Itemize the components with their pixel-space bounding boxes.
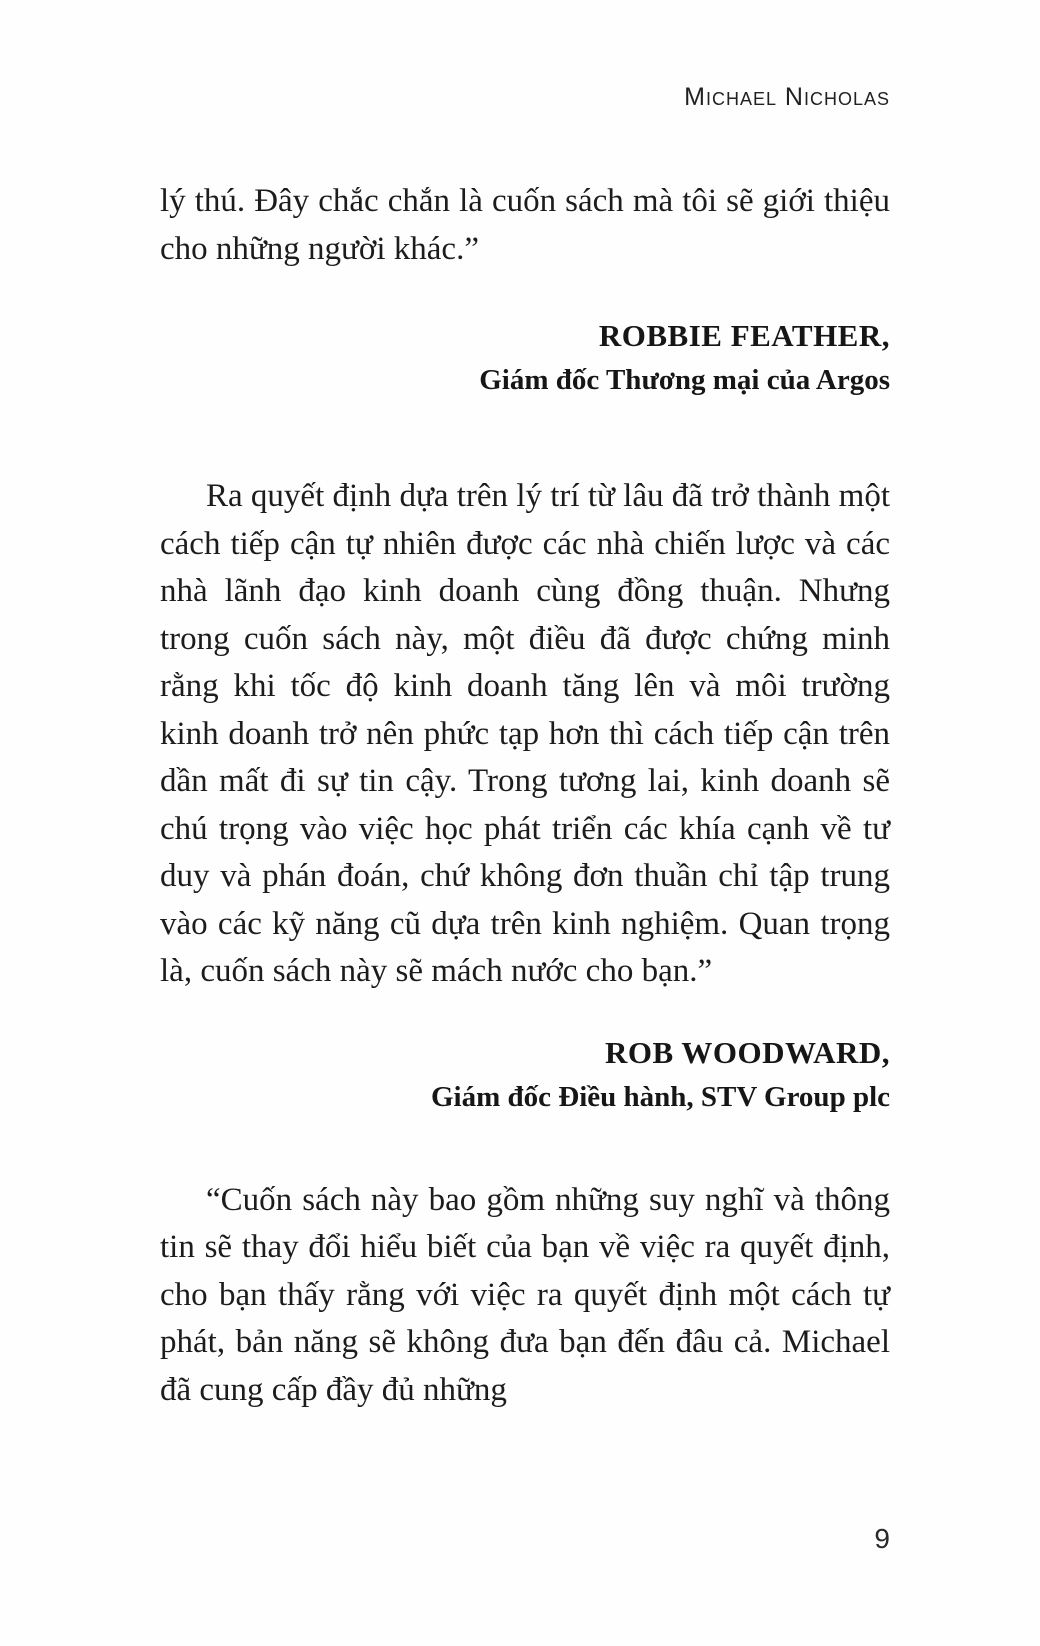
attribution-role: Giám đốc Điều hành, STV Group plc xyxy=(430,1080,890,1113)
attribution-robbie-feather xyxy=(160,314,890,402)
paragraph-quote-rob-woodward: Ra quyết định dựa trên lý trí từ lâu đã trở thành một cách tiếp cận tự nhiên được các nhà chiến lược và các nhà lãnh đạo kinh doanh cùng đồng thuận. Nhưng trong cuốn sách này, một điều đã được chứng minh rằng khi tốc độ kinh doanh tăng lên và môi trường kinh doanh trở nên phức tạp hơn thì cách tiếp cận trên dần mất đi sự tin cậy. Trong tương lai, kinh doanh sẽ chú trọng vào việc học phát triển các khía cạnh về tư duy và phán đoán, chứ không đơn thuần chỉ tập trung vào các kỹ năng cũ dựa trên kinh nghiệm. Quan trọng là, cuốn sách này sẽ mách nước cho bạn.” xyxy=(160,478,890,989)
running-header: Michael Nicholas xyxy=(684,83,890,111)
attribution-name: ROB WOODWARD, xyxy=(605,1034,890,1070)
attribution-rob-woodward xyxy=(160,1031,890,1119)
paragraph-quote-next: “Cuốn sách này bao gồm những suy nghĩ và thông tin sẽ thay đổi hiểu biết của bạn về việc ra quyết định, cho bạn thấy rằng với việc ra quyết định một cách tự phát, bản năng sẽ không đưa bạn đến đâu cả. Michael đã cung cấp đầy đủ những xyxy=(160,1181,890,1408)
attribution-name: ROBBIE FEATHER, xyxy=(598,318,890,353)
paragraph-quote-continuation: lý thú. Đây chắc chắn là cuốn sách mà tôi sẽ giới thiệu cho những người khác.” xyxy=(160,183,890,267)
page-number: 9 xyxy=(874,1523,890,1554)
attribution-role: Giám đốc Thương mại của Argos xyxy=(479,364,890,396)
page-body xyxy=(160,178,890,1414)
